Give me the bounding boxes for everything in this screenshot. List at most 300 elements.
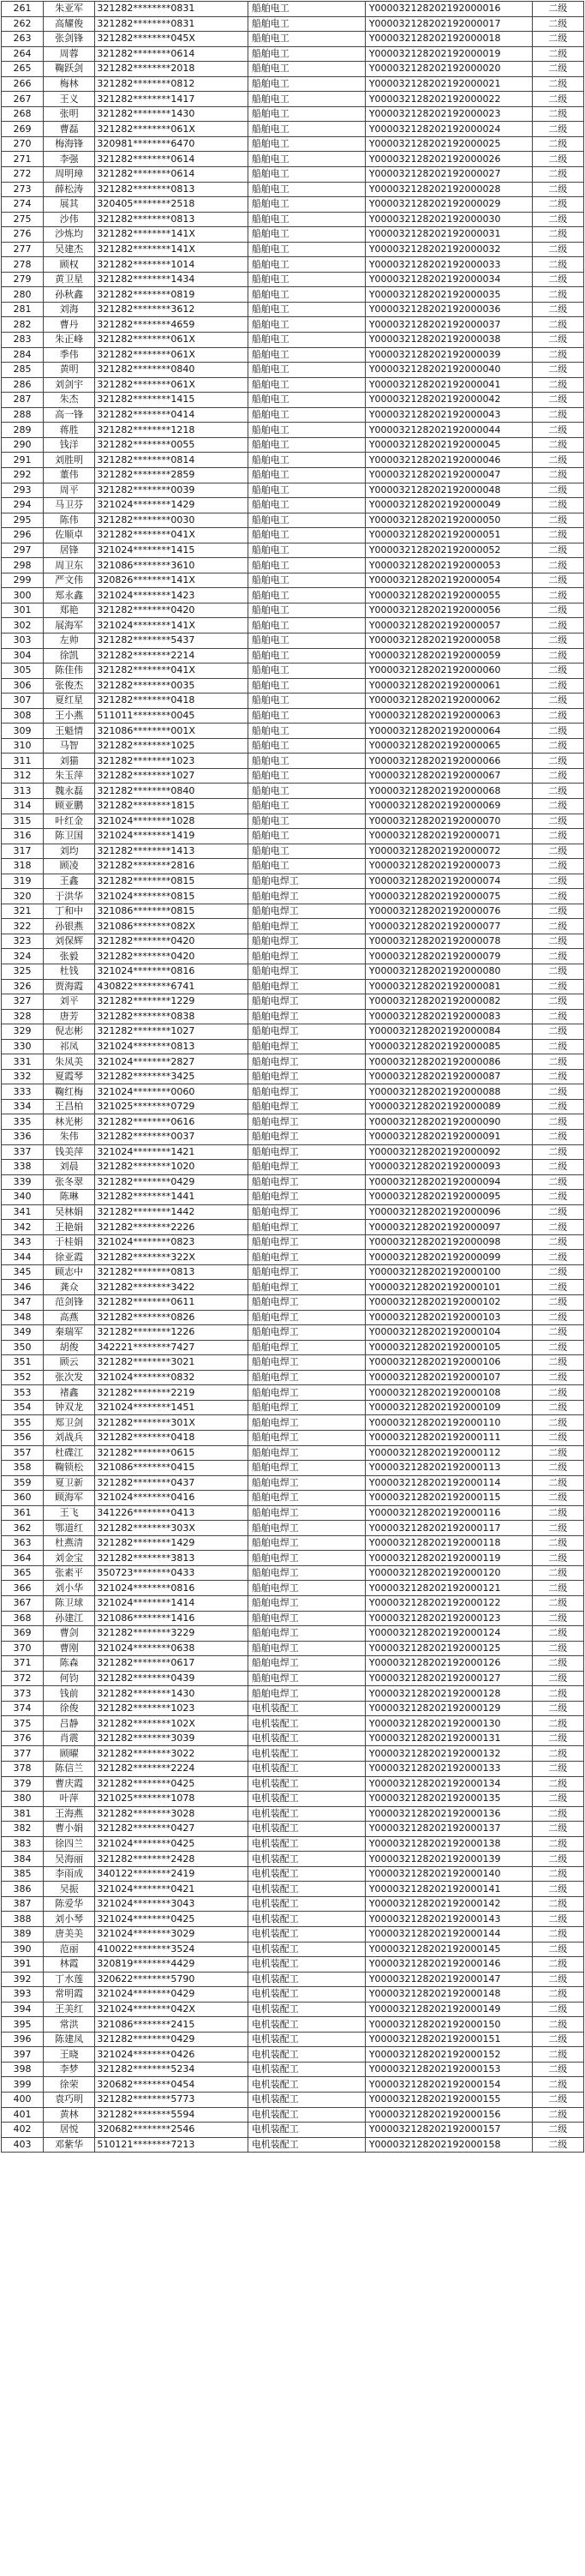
trade-cell: 电机装配工 (248, 1866, 365, 1882)
table-row (2, 1445, 584, 1461)
table-row (2, 513, 584, 528)
row-number-cell: 390 (2, 1942, 44, 1957)
person-name-cell: 梅林 (44, 76, 95, 92)
table-row (2, 919, 584, 934)
id-number-cell: 321282********0611 (95, 1295, 248, 1311)
row-number-cell: 311 (2, 754, 44, 769)
trade-cell: 船舶电焊工 (248, 1295, 365, 1311)
table-row (2, 1942, 584, 1957)
trade-cell: 电机装配工 (248, 1896, 365, 1912)
certificate-number-cell: Y000032128202192000057 (365, 618, 532, 633)
person-name-cell: 褚鑫 (44, 1385, 95, 1401)
person-name-cell: 陈卫国 (44, 829, 95, 844)
row-number-cell: 341 (2, 1204, 44, 1220)
level-cell: 二级 (532, 363, 583, 378)
row-number-cell: 379 (2, 1776, 44, 1792)
row-number-cell: 381 (2, 1806, 44, 1822)
row-number-cell: 275 (2, 212, 44, 227)
row-number-cell: 347 (2, 1295, 44, 1311)
trade-cell: 船舶电工 (248, 859, 365, 874)
certificate-number-cell: Y000032128202192000126 (365, 1656, 532, 1672)
certificate-number-cell: Y000032128202192000155 (365, 2093, 532, 2108)
table-row (2, 1927, 584, 1943)
level-cell: 二级 (532, 949, 583, 964)
id-number-cell: 321282********0813 (95, 1264, 248, 1280)
person-name-cell: 梅海锋 (44, 136, 95, 152)
level-cell: 二级 (532, 1355, 583, 1371)
table-row (2, 2047, 584, 2063)
table-row (2, 1250, 584, 1265)
level-cell: 二级 (532, 1130, 583, 1145)
level-cell: 二级 (532, 2123, 583, 2138)
trade-cell: 电机装配工 (248, 1761, 365, 1776)
level-cell: 二级 (532, 2, 583, 17)
certificate-number-cell: Y000032128202192000055 (365, 588, 532, 603)
level-cell: 二级 (532, 1340, 583, 1355)
trade-cell: 船舶电焊工 (248, 1174, 365, 1190)
person-name-cell: 顾凌 (44, 859, 95, 874)
level-cell: 二级 (532, 437, 583, 453)
table-row (2, 1475, 584, 1491)
id-number-cell: 320682********2546 (95, 2123, 248, 2138)
person-name-cell: 刘小华 (44, 1581, 95, 1596)
id-number-cell: 321024********0416 (95, 1491, 248, 1506)
person-name-cell: 展其 (44, 197, 95, 213)
trade-cell: 船舶电焊工 (248, 1385, 365, 1401)
table-row (2, 1792, 584, 1807)
level-cell: 二级 (532, 738, 583, 754)
row-number-cell: 285 (2, 363, 44, 378)
certificate-number-cell: Y000032128202192000037 (365, 317, 532, 333)
id-number-cell: 321282********0616 (95, 1114, 248, 1130)
trade-cell: 船舶电焊工 (248, 1099, 365, 1114)
table-row (2, 1987, 584, 2003)
person-name-cell: 于洪华 (44, 889, 95, 904)
id-number-cell: 321282********1014 (95, 257, 248, 273)
row-number-cell: 272 (2, 167, 44, 183)
certificate-number-cell: Y000032128202192000111 (365, 1430, 532, 1445)
certificate-number-cell: Y000032128202192000036 (365, 302, 532, 317)
certificate-number-cell: Y000032128202192000030 (365, 212, 532, 227)
table-row (2, 1882, 584, 1897)
certificate-number-cell: Y000032128202192000056 (365, 603, 532, 618)
id-number-cell: 321282********1429 (95, 1535, 248, 1551)
trade-cell: 电机装配工 (248, 2123, 365, 2138)
level-cell: 二级 (532, 724, 583, 739)
certificate-number-cell: Y000032128202192000026 (365, 152, 532, 167)
person-name-cell: 顾权 (44, 257, 95, 273)
certificate-number-cell: Y000032128202192000134 (365, 1776, 532, 1792)
table-row (2, 1731, 584, 1746)
table-row (2, 407, 584, 423)
table-row (2, 543, 584, 558)
table-row (2, 618, 584, 633)
row-number-cell: 393 (2, 1987, 44, 2003)
id-number-cell: 321282********3021 (95, 1355, 248, 1371)
person-name-cell: 朱玉萍 (44, 768, 95, 784)
table-row (2, 1656, 584, 1672)
certificate-number-cell: Y000032128202192000079 (365, 949, 532, 964)
certificate-number-cell: Y000032128202192000147 (365, 1972, 532, 1987)
person-name-cell: 朱凤美 (44, 1054, 95, 1070)
table-row (2, 227, 584, 243)
id-number-cell: 321282********0418 (95, 694, 248, 709)
person-name-cell: 丁水莲 (44, 1972, 95, 1987)
row-number-cell: 386 (2, 1882, 44, 1897)
table-row (2, 738, 584, 754)
certificate-number-cell: Y000032128202192000042 (365, 393, 532, 408)
trade-cell: 船舶电焊工 (248, 1370, 365, 1385)
level-cell: 二级 (532, 2032, 583, 2047)
table-row (2, 694, 584, 709)
id-number-cell: 321282********2816 (95, 859, 248, 874)
row-number-cell: 286 (2, 377, 44, 393)
table-row (2, 1776, 584, 1792)
trade-cell: 船舶电焊工 (248, 1535, 365, 1551)
id-number-cell: 511011********0045 (95, 708, 248, 724)
person-name-cell: 佐顺卓 (44, 528, 95, 543)
id-number-cell: 321282********2428 (95, 1852, 248, 1867)
trade-cell: 电机装配工 (248, 1957, 365, 1973)
trade-cell: 船舶电焊工 (248, 1400, 365, 1415)
trade-cell: 船舶电工 (248, 16, 365, 32)
trade-cell: 电机装配工 (248, 2032, 365, 2047)
person-name-cell: 钱洋 (44, 437, 95, 453)
row-number-cell: 268 (2, 106, 44, 122)
row-number-cell: 329 (2, 1024, 44, 1040)
level-cell: 二级 (532, 1415, 583, 1431)
table-row (2, 1430, 584, 1445)
row-number-cell: 265 (2, 62, 44, 77)
certificate-number-cell: Y000032128202192000135 (365, 1792, 532, 1807)
person-name-cell: 胡俊 (44, 1340, 95, 1355)
certificate-number-cell: Y000032128202192000119 (365, 1551, 532, 1566)
row-number-cell: 269 (2, 122, 44, 137)
trade-cell: 船舶电工 (248, 46, 365, 62)
trade-cell: 船舶电工 (248, 708, 365, 724)
id-number-cell: 350723********0433 (95, 1565, 248, 1581)
row-number-cell: 280 (2, 287, 44, 303)
id-number-cell: 321024********0638 (95, 1641, 248, 1656)
table-row (2, 1114, 584, 1130)
level-cell: 二级 (532, 1716, 583, 1732)
person-name-cell: 顾云 (44, 1355, 95, 1371)
certificate-number-cell: Y000032128202192000150 (365, 2017, 532, 2033)
certificate-number-cell: Y000032128202192000153 (365, 2062, 532, 2077)
table-row (2, 1822, 584, 1837)
table-row (2, 889, 584, 904)
row-number-cell: 351 (2, 1355, 44, 1371)
id-number-cell: 321282********3229 (95, 1626, 248, 1642)
trade-cell: 电机装配工 (248, 1927, 365, 1943)
certificate-number-cell: Y000032128202192000058 (365, 633, 532, 648)
id-number-cell: 321024********0429 (95, 1987, 248, 2003)
person-name-cell: 魏永磊 (44, 784, 95, 799)
id-number-cell: 321282********2018 (95, 62, 248, 77)
row-number-cell: 304 (2, 648, 44, 664)
trade-cell: 船舶电焊工 (248, 1069, 365, 1084)
id-number-cell: 321282********1027 (95, 768, 248, 784)
id-number-cell: 321282********1020 (95, 1160, 248, 1175)
certificate-number-cell: Y000032128202192000125 (365, 1641, 532, 1656)
level-cell: 二级 (532, 2002, 583, 2017)
row-number-cell: 383 (2, 1836, 44, 1852)
certificate-number-cell: Y000032128202192000054 (365, 573, 532, 588)
table-row (2, 1355, 584, 1371)
level-cell: 二级 (532, 889, 583, 904)
table-row (2, 874, 584, 889)
level-cell: 二级 (532, 1581, 583, 1596)
id-number-cell: 321024********1415 (95, 543, 248, 558)
trade-cell: 船舶电焊工 (248, 1641, 365, 1656)
person-name-cell: 季伟 (44, 347, 95, 363)
certificate-number-cell: Y000032128202192000039 (365, 347, 532, 363)
trade-cell: 船舶电焊工 (248, 904, 365, 919)
certificate-number-cell: Y000032128202192000049 (365, 498, 532, 513)
person-name-cell: 范丽 (44, 1942, 95, 1957)
table-row (2, 1641, 584, 1656)
id-number-cell: 321282********0418 (95, 1430, 248, 1445)
certificate-number-cell: Y000032128202192000069 (365, 798, 532, 814)
table-row (2, 152, 584, 167)
person-name-cell: 黄卫星 (44, 272, 95, 287)
trade-cell: 船舶电工 (248, 317, 365, 333)
table-row (2, 1099, 584, 1114)
certificate-number-cell: Y000032128202192000023 (365, 106, 532, 122)
certificate-number-cell: Y000032128202192000148 (365, 1987, 532, 2003)
table-row (2, 1866, 584, 1882)
person-name-cell: 鞠跃剑 (44, 62, 95, 77)
certificate-number-cell: Y000032128202192000092 (365, 1144, 532, 1160)
certificate-number-cell: Y000032128202192000065 (365, 738, 532, 754)
table-row (2, 1325, 584, 1341)
row-number-cell: 346 (2, 1280, 44, 1295)
table-row (2, 483, 584, 498)
table-row (2, 1144, 584, 1160)
person-name-cell: 陈琳 (44, 1190, 95, 1205)
level-cell: 二级 (532, 1792, 583, 1807)
id-number-cell: 321282********3813 (95, 1551, 248, 1566)
certificate-number-cell: Y000032128202192000061 (365, 678, 532, 694)
level-cell: 二级 (532, 1114, 583, 1130)
trade-cell: 船舶电工 (248, 618, 365, 633)
table-row (2, 934, 584, 949)
certificate-number-cell: Y000032128202192000050 (365, 513, 532, 528)
trade-cell: 电机装配工 (248, 1972, 365, 1987)
trade-cell: 船舶电工 (248, 573, 365, 588)
table-row (2, 814, 584, 829)
certificate-number-cell: Y000032128202192000085 (365, 1039, 532, 1054)
row-number-cell: 373 (2, 1686, 44, 1702)
row-number-cell: 399 (2, 2077, 44, 2093)
certificate-number-cell: Y000032128202192000103 (365, 1310, 532, 1325)
row-number-cell: 363 (2, 1535, 44, 1551)
level-cell: 二级 (532, 814, 583, 829)
level-cell: 二级 (532, 32, 583, 47)
certificate-number-cell: Y000032128202192000113 (365, 1461, 532, 1476)
level-cell: 二级 (532, 1310, 583, 1325)
row-number-cell: 309 (2, 724, 44, 739)
trade-cell: 电机装配工 (248, 1746, 365, 1762)
row-number-cell: 375 (2, 1716, 44, 1732)
level-cell: 二级 (532, 2093, 583, 2108)
person-name-cell: 黄林 (44, 2107, 95, 2123)
id-number-cell: 321282********3028 (95, 1806, 248, 1822)
table-row (2, 46, 584, 62)
row-number-cell: 343 (2, 1234, 44, 1250)
certificate-number-cell: Y000032128202192000034 (365, 272, 532, 287)
trade-cell: 船舶电工 (248, 664, 365, 679)
id-number-cell: 321282********0615 (95, 1445, 248, 1461)
level-cell: 二级 (532, 543, 583, 558)
level-cell: 二级 (532, 1039, 583, 1054)
level-cell: 二级 (532, 136, 583, 152)
certificate-number-cell: Y000032128202192000076 (365, 904, 532, 919)
certificate-number-cell: Y000032128202192000031 (365, 227, 532, 243)
trade-cell: 船舶电工 (248, 122, 365, 137)
person-name-cell: 曹磊 (44, 122, 95, 137)
id-number-cell: 341226********0413 (95, 1505, 248, 1521)
table-row (2, 212, 584, 227)
level-cell: 二级 (532, 558, 583, 573)
level-cell: 二级 (532, 212, 583, 227)
certificate-number-cell: Y000032128202192000110 (365, 1415, 532, 1431)
level-cell: 二级 (532, 2107, 583, 2123)
level-cell: 二级 (532, 302, 583, 317)
level-cell: 二级 (532, 919, 583, 934)
trade-cell: 船舶电焊工 (248, 1595, 365, 1611)
level-cell: 二级 (532, 528, 583, 543)
person-name-cell: 刘剑宇 (44, 377, 95, 393)
trade-cell: 船舶电焊工 (248, 949, 365, 964)
level-cell: 二级 (532, 1611, 583, 1626)
id-number-cell: 321282********141X (95, 227, 248, 243)
person-name-cell: 徐凯 (44, 648, 95, 664)
level-cell: 二级 (532, 1686, 583, 1702)
person-name-cell: 曹刚 (44, 1641, 95, 1656)
table-row (2, 136, 584, 152)
id-number-cell: 340122********2419 (95, 1866, 248, 1882)
table-row (2, 106, 584, 122)
row-number-cell: 322 (2, 919, 44, 934)
certificate-number-cell: Y000032128202192000063 (365, 708, 532, 724)
trade-cell: 电机装配工 (248, 2062, 365, 2077)
id-number-cell: 321024********0816 (95, 1581, 248, 1596)
person-name-cell: 刘海 (44, 302, 95, 317)
table-row (2, 1581, 584, 1596)
id-number-cell: 321282********0831 (95, 16, 248, 32)
id-number-cell: 321282********1417 (95, 92, 248, 107)
level-cell: 二级 (532, 859, 583, 874)
id-number-cell: 342221********7427 (95, 1340, 248, 1355)
certificate-number-cell: Y000032128202192000090 (365, 1114, 532, 1130)
level-cell: 二级 (532, 1505, 583, 1521)
row-number-cell: 297 (2, 543, 44, 558)
table-row (2, 784, 584, 799)
person-name-cell: 秦瑞军 (44, 1325, 95, 1341)
row-number-cell: 261 (2, 2, 44, 17)
id-number-cell: 321282********303X (95, 1521, 248, 1536)
level-cell: 二级 (532, 1731, 583, 1746)
table-row (2, 272, 584, 287)
id-number-cell: 321282********0840 (95, 363, 248, 378)
row-number-cell: 271 (2, 152, 44, 167)
table-row (2, 1595, 584, 1611)
level-cell: 二级 (532, 1024, 583, 1040)
row-number-cell: 370 (2, 1641, 44, 1656)
id-number-cell: 321282********0055 (95, 437, 248, 453)
table-row (2, 287, 584, 303)
certificate-number-cell: Y000032128202192000123 (365, 1611, 532, 1626)
certificate-number-cell: Y000032128202192000120 (365, 1565, 532, 1581)
person-name-cell: 何钧 (44, 1671, 95, 1686)
certificate-number-cell: Y000032128202192000132 (365, 1746, 532, 1762)
certificate-number-cell: Y000032128202192000130 (365, 1716, 532, 1732)
level-cell: 二级 (532, 618, 583, 633)
level-cell: 二级 (532, 333, 583, 348)
trade-cell: 船舶电工 (248, 423, 365, 438)
table-row (2, 423, 584, 438)
row-number-cell: 295 (2, 513, 44, 528)
certificate-number-cell: Y000032128202192000043 (365, 407, 532, 423)
level-cell: 二级 (532, 242, 583, 257)
person-name-cell: 徐亚霞 (44, 1250, 95, 1265)
person-name-cell: 王海燕 (44, 1806, 95, 1822)
certificate-number-cell: Y000032128202192000025 (365, 136, 532, 152)
id-number-cell: 321282********2224 (95, 1761, 248, 1776)
person-name-cell: 沙炼均 (44, 227, 95, 243)
row-number-cell: 267 (2, 92, 44, 107)
level-cell: 二级 (532, 1987, 583, 2003)
certificate-number-cell: Y000032128202192000022 (365, 92, 532, 107)
trade-cell: 船舶电工 (248, 92, 365, 107)
level-cell: 二级 (532, 287, 583, 303)
level-cell: 二级 (532, 152, 583, 167)
table-row (2, 754, 584, 769)
row-number-cell: 298 (2, 558, 44, 573)
level-cell: 二级 (532, 1160, 583, 1175)
person-name-cell: 常洪 (44, 2017, 95, 2033)
person-name-cell: 黄明 (44, 363, 95, 378)
id-number-cell: 321282********0039 (95, 483, 248, 498)
trade-cell: 船舶电焊工 (248, 1475, 365, 1491)
trade-cell: 船舶电工 (248, 603, 365, 618)
row-number-cell: 362 (2, 1521, 44, 1536)
id-number-cell: 321282********0813 (95, 182, 248, 197)
person-name-cell: 吴海丽 (44, 1852, 95, 1867)
level-cell: 二级 (532, 1084, 583, 1100)
certificate-number-cell: Y000032128202192000082 (365, 994, 532, 1010)
certificate-number-cell: Y000032128202192000035 (365, 287, 532, 303)
certificate-number-cell: Y000032128202192000137 (365, 1822, 532, 1837)
id-number-cell: 321282********041X (95, 528, 248, 543)
level-cell: 二级 (532, 46, 583, 62)
person-name-cell: 吴林娟 (44, 1204, 95, 1220)
person-name-cell: 郑卫剑 (44, 1415, 95, 1431)
row-number-cell: 313 (2, 784, 44, 799)
trade-cell: 船舶电工 (248, 453, 365, 468)
trade-cell: 电机装配工 (248, 2017, 365, 2033)
row-number-cell: 312 (2, 768, 44, 784)
trade-cell: 船舶电焊工 (248, 1190, 365, 1205)
level-cell: 二级 (532, 1595, 583, 1611)
table-row (2, 1836, 584, 1852)
trade-cell: 船舶电焊工 (248, 874, 365, 889)
table-row (2, 377, 584, 393)
level-cell: 二级 (532, 16, 583, 32)
table-row (2, 1461, 584, 1476)
id-number-cell: 321282********5773 (95, 2093, 248, 2108)
